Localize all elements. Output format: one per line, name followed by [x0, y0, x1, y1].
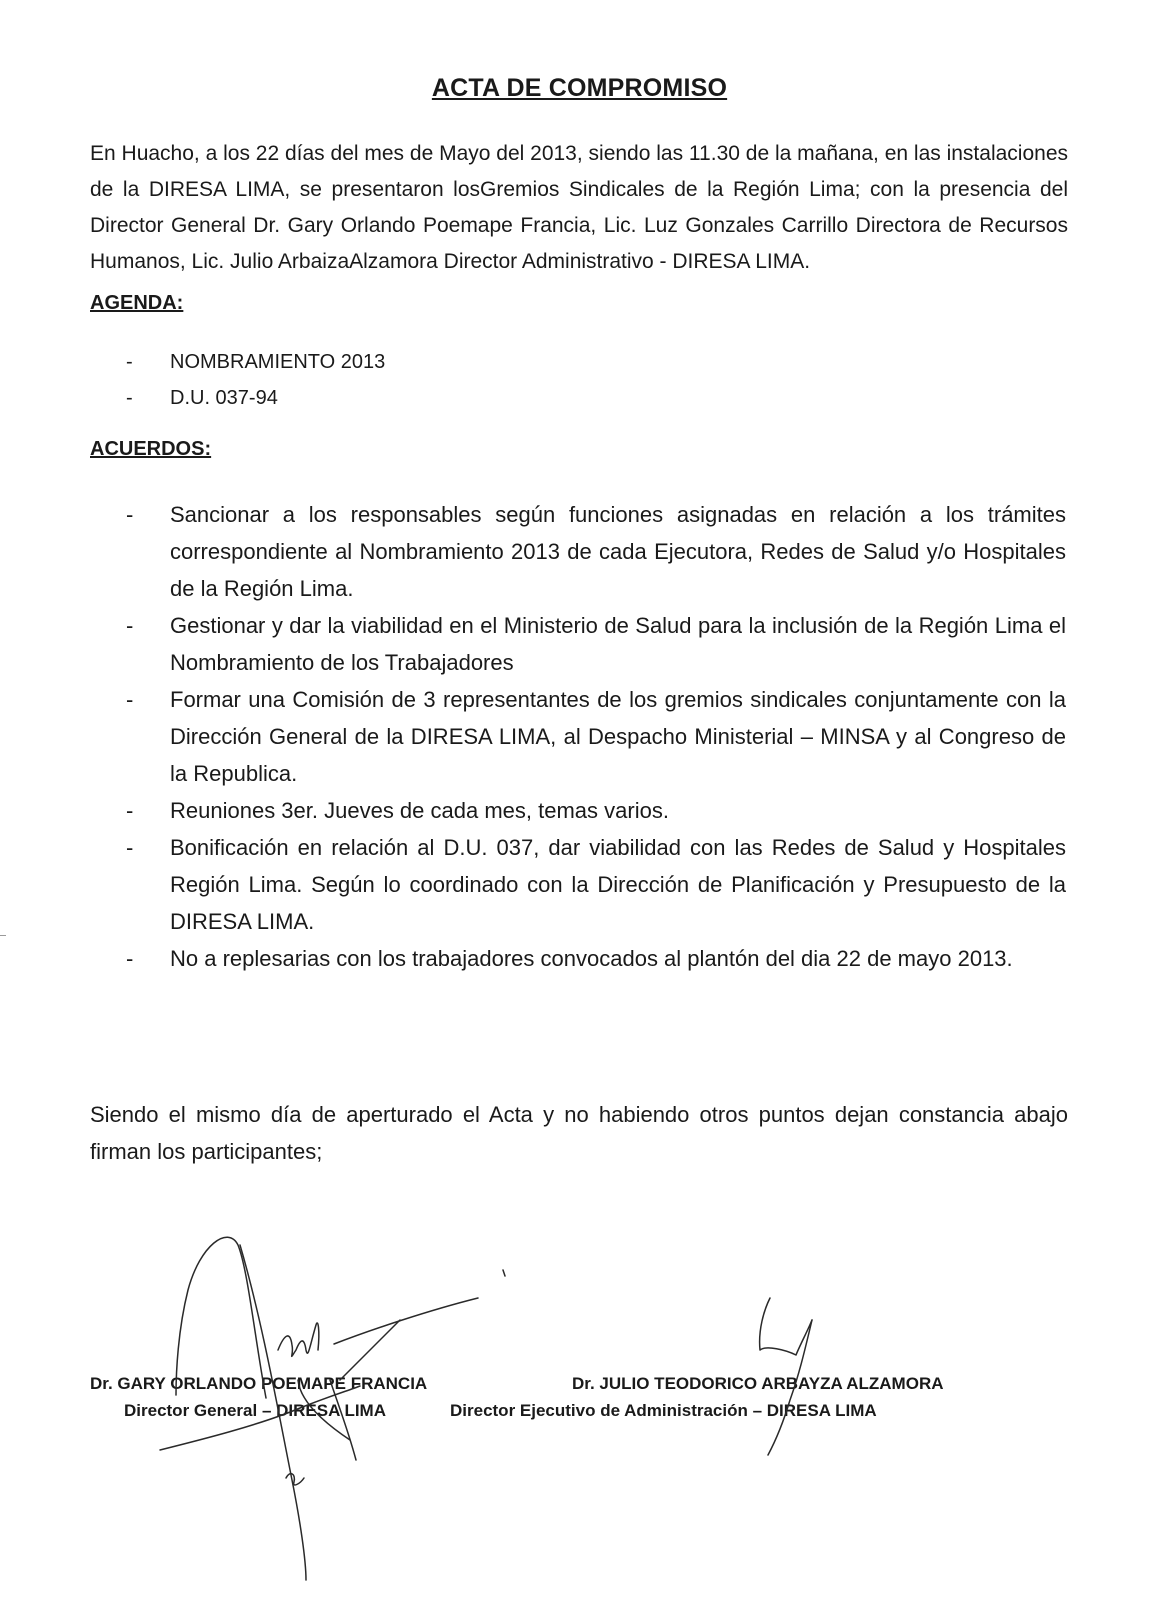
right-signature-main: [760, 1298, 812, 1355]
bullet-dash: -: [126, 502, 134, 527]
acuerdo-item-text: Gestionar y dar la viabilidad en el Ministerio de Salud para la inclusión de la Región Lima el Nombramiento de los Trabajadores: [170, 613, 1066, 675]
signatory-left-role: Director General – DIRESA LIMA: [124, 1401, 386, 1420]
intro-paragraph: En Huacho, a los 22 días del mes de Mayo del 2013, siendo las 11.30 de la mañana, en las instalaciones de la DIRESA LIMA, se presentaron losGremios Sindicales de la Región Lima; con la presencia del Director General Dr. Gary Orlando Poemape Francia, Lic. Luz Gonzales Carrillo Directora de Recursos Humanos, Lic. Julio ArbaizaAlzamora Director Administrativo - DIRESA LIMA.: [90, 142, 1068, 273]
agenda-item: [126, 344, 1026, 380]
document-title: ACTA DE COMPROMISO: [431, 74, 728, 102]
acuerdo-item: [126, 496, 1066, 607]
acuerdo-item: [126, 940, 1066, 977]
acuerdos-heading: ACUERDOS:: [90, 438, 212, 460]
left-signature-dot: [503, 1270, 505, 1276]
scan-edge-mark: [0, 935, 6, 936]
acuerdo-item-text: No a replesarias con los trabajadores convocados al plantón del dia 22 de mayo 2013.: [170, 946, 1013, 971]
bullet-dash: -: [126, 613, 134, 638]
acuerdo-item: [126, 607, 1066, 681]
acuerdo-item: [126, 829, 1066, 940]
agenda-list: [126, 344, 1026, 416]
left-signature-flourish-2: [340, 1320, 400, 1380]
acuerdo-item-text: Reuniones 3er. Jueves de cada mes, temas varios.: [170, 798, 669, 823]
signatory-right-name: Dr. JULIO TEODORICO ARBAYZA ALZAMORA: [572, 1374, 944, 1393]
bullet-dash: -: [126, 798, 134, 823]
signatory-left-name: Dr. GARY ORLANDO POEMAPE FRANCIA: [90, 1374, 428, 1393]
agenda-item-text: D.U. 037-94: [170, 387, 278, 409]
agenda-heading: AGENDA:: [90, 292, 184, 314]
acuerdo-item: [126, 681, 1066, 792]
bullet-dash: -: [126, 687, 134, 712]
agenda-item: [126, 380, 1026, 416]
bullet-dash: -: [126, 351, 133, 373]
acuerdo-item-text: Formar una Comisión de 3 representantes de los gremios sindicales conjuntamente con la Dirección General de la DIRESA LIMA, al Despacho Ministerial – MINSA y al Congreso de la Republica.: [170, 687, 1066, 786]
bullet-dash: -: [126, 835, 134, 860]
acuerdo-item-text: Sancionar a los responsables según funciones asignadas en relación a los trámites correspondiente al Nombramiento 2013 de cada Ejecutora, Redes de Salud y/o Hospitales de la Región Lima.: [170, 502, 1066, 601]
left-signature-flourish: [334, 1298, 478, 1344]
bullet-dash: -: [126, 387, 133, 409]
closing-paragraph: Siendo el mismo día de aperturado el Acta y no habiendo otros puntos dejan constancia abajo firman los participantes;: [90, 1102, 1068, 1164]
acuerdos-list: [126, 496, 1066, 977]
acuerdo-item-text: Bonificación en relación al D.U. 037, dar viabilidad con las Redes de Salud y Hospitales Región Lima. Según lo coordinado con la Dirección de Planificación y Presupuesto de la DIRESA LIMA.: [170, 835, 1066, 934]
acuerdo-item: [126, 792, 1066, 829]
signatory-right-role: Director Ejecutivo de Administración – DIRESA LIMA: [450, 1401, 877, 1420]
left-signature-scribble: [278, 1323, 319, 1356]
agenda-item-text: NOMBRAMIENTO 2013: [170, 351, 386, 373]
left-signature-tick: [286, 1474, 304, 1485]
bullet-dash: -: [126, 946, 134, 971]
